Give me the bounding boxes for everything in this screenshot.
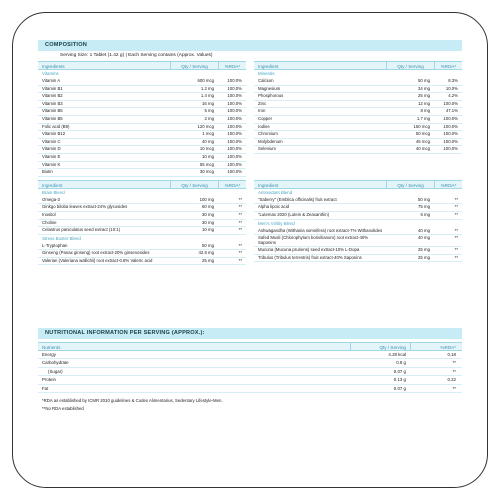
row-qty: 6 mg bbox=[420, 211, 430, 217]
table-row bbox=[254, 247, 462, 255]
table-row bbox=[38, 154, 246, 162]
row-qty: 0.07 g bbox=[393, 368, 406, 374]
table-row bbox=[38, 169, 246, 177]
vitamins-label: Vitamins bbox=[42, 71, 59, 76]
table-row bbox=[38, 351, 462, 359]
table-row bbox=[38, 108, 246, 116]
row-rda: 100.0% bbox=[227, 146, 242, 152]
row-name: Vitamin B5 bbox=[42, 108, 63, 114]
row-qty: 25 mg bbox=[202, 257, 214, 263]
row-name: Zinc bbox=[258, 100, 267, 106]
row-qty: 1.4 mg bbox=[200, 93, 214, 99]
row-qty: 75 mg bbox=[418, 204, 430, 210]
row-qty: 12 mg bbox=[418, 100, 430, 106]
row-name: Phosphorous bbox=[258, 93, 284, 99]
table-row bbox=[254, 204, 462, 212]
virility-blend-label: Men's Virility Blend bbox=[258, 220, 295, 226]
brain-stress-table bbox=[38, 180, 246, 266]
row-qty: 30 mg bbox=[202, 211, 214, 217]
row-rda: 100.0% bbox=[227, 85, 242, 91]
row-name: Omega-3 bbox=[42, 196, 60, 202]
row-name: Mucuna (Mucuna pruriens) seed extract-10% L-Dopa bbox=[258, 247, 360, 253]
row-rda: 8.3% bbox=[448, 78, 458, 83]
row-qty: 40 mg bbox=[418, 228, 430, 233]
table-row bbox=[38, 258, 246, 266]
row-qty: 30 mg bbox=[202, 219, 214, 225]
row-rda: 47.1% bbox=[445, 108, 458, 114]
col-rda: %RDA* bbox=[434, 181, 462, 188]
row-qty: 50 mg bbox=[418, 196, 430, 202]
row-qty: 10 mg bbox=[202, 227, 214, 233]
row-name: Vitamin K bbox=[42, 161, 61, 167]
row-name: Choline bbox=[42, 219, 57, 225]
col-ingredient: Ingredient bbox=[258, 64, 279, 69]
antioxidant-virility-table bbox=[254, 180, 462, 266]
row-qty: 10 mg bbox=[202, 153, 214, 159]
row-name: "Saberry" (Emblica officinalis) fruit extract bbox=[258, 196, 337, 202]
table-row bbox=[254, 228, 462, 235]
row-name: Calcium bbox=[258, 78, 274, 83]
row-rda: 100.0% bbox=[227, 78, 242, 83]
row-rda: ** bbox=[454, 247, 458, 253]
row-qty: 25 mg bbox=[418, 93, 430, 99]
table-header bbox=[38, 180, 246, 189]
table-row bbox=[38, 101, 246, 109]
table-row bbox=[38, 359, 462, 367]
table-row bbox=[38, 376, 462, 384]
row-qty: 60 mg bbox=[202, 204, 214, 210]
nutrition-title: NUTRITIONAL INFORMATION PER SERVING (APPROX.): bbox=[38, 328, 462, 339]
table-row bbox=[254, 131, 462, 139]
table-row bbox=[38, 131, 246, 139]
serving-info: Serving Size: 1 Tablet (1.42 g) | Each Serving contains (Approx. Values) bbox=[60, 53, 213, 58]
col-qty: Qty / Serving bbox=[350, 343, 410, 350]
row-name: Magnesium bbox=[258, 85, 281, 91]
row-rda: ** bbox=[452, 360, 456, 366]
row-name: Ashwagandha (Withania somnifera) root extract-7% Withanolides bbox=[258, 228, 383, 233]
row-rda: 100.0% bbox=[227, 93, 242, 99]
table-row bbox=[254, 101, 462, 109]
table-row bbox=[38, 124, 246, 132]
row-rda: ** bbox=[238, 204, 242, 210]
col-rda: %RDA* bbox=[434, 62, 462, 69]
table-row bbox=[38, 93, 246, 101]
row-rda: 100.0% bbox=[227, 100, 242, 106]
row-qty: 8 mg bbox=[420, 108, 430, 114]
composition-title: COMPOSITION bbox=[38, 40, 462, 51]
table-row bbox=[254, 146, 462, 154]
row-qty: 40 mg bbox=[202, 138, 214, 144]
row-rda: 10.0% bbox=[445, 85, 458, 91]
row-qty: 45 mcg bbox=[415, 138, 430, 144]
row-rda: ** bbox=[238, 227, 242, 233]
row-name: Ginseng (Panax ginseng) root extract-20% ginsenosides bbox=[42, 250, 150, 256]
row-name: Vitamin D bbox=[42, 146, 61, 152]
row-qty: 50 mcg bbox=[415, 131, 430, 137]
row-qty: 40 mg bbox=[418, 235, 430, 241]
nutrition-header bbox=[38, 342, 462, 351]
col-rda: %RDA* bbox=[218, 181, 246, 188]
row-rda: 100.0% bbox=[443, 138, 458, 144]
footnote-rda: *RDA as established by ICMR 2010 guidelines & Codex Alimentarius, Sedentary Lifestyle-Men. bbox=[42, 398, 223, 404]
table-row bbox=[38, 204, 246, 212]
row-name: Copper bbox=[258, 115, 273, 121]
table-row bbox=[38, 227, 246, 235]
col-rda: %RDA* bbox=[218, 62, 246, 69]
row-name: Iron bbox=[258, 108, 266, 114]
row-name: Safed Musli (Chlorophytum borivilianum) root extract-40% Saponins bbox=[258, 235, 369, 246]
col-qty: Qty / Serving bbox=[170, 62, 218, 69]
row-name: Vitamin C bbox=[42, 138, 61, 144]
minerals-table bbox=[254, 61, 462, 177]
table-row bbox=[254, 235, 462, 247]
row-rda: ** bbox=[238, 211, 242, 217]
row-name: Ginkgo biloba leaves extract-24% glycosides bbox=[42, 204, 128, 210]
row-rda: 0.18 bbox=[447, 352, 456, 357]
table-row bbox=[254, 255, 462, 263]
brain-blend-label: Brain Blend bbox=[42, 189, 65, 195]
row-rda: 100.0% bbox=[443, 123, 458, 129]
table-row bbox=[38, 86, 246, 94]
row-rda: ** bbox=[238, 219, 242, 225]
table-row bbox=[254, 139, 462, 147]
row-qty: 2 mg bbox=[204, 115, 214, 121]
row-rda: ** bbox=[238, 257, 242, 263]
row-qty: 55 mcg bbox=[199, 161, 214, 167]
table-header bbox=[254, 180, 462, 189]
row-qty: 4.28 kcal bbox=[388, 352, 406, 357]
table-row bbox=[254, 124, 462, 132]
footnote-no-rda: **No RDA established bbox=[42, 405, 84, 411]
row-rda: 100.0% bbox=[227, 131, 242, 137]
row-name: Valerian (Valeriana wallichii) root extract-0.8% Valeric acid bbox=[42, 257, 153, 263]
row-qty: 50 mg bbox=[418, 78, 430, 83]
row-rda: 100.0% bbox=[227, 115, 242, 121]
col-ingredient: Ingredient bbox=[258, 182, 279, 188]
row-rda: ** bbox=[454, 196, 458, 202]
row-rda: 4.2% bbox=[448, 93, 458, 99]
row-rda: ** bbox=[452, 368, 456, 374]
row-rda: ** bbox=[238, 250, 242, 256]
row-qty: 5 mg bbox=[204, 108, 214, 114]
row-qty: 1.7 mg bbox=[416, 115, 430, 121]
row-name: Chromium bbox=[258, 131, 278, 137]
row-name: Vitamin B1 bbox=[42, 85, 63, 91]
table-row bbox=[38, 212, 246, 220]
table-row bbox=[38, 250, 246, 258]
row-qty: 50 mg bbox=[202, 242, 214, 248]
row-qty: 0.13 g bbox=[393, 377, 406, 383]
row-rda: 100.0% bbox=[443, 146, 458, 152]
col-qty: Qty / Serving bbox=[386, 181, 434, 188]
table-row bbox=[38, 220, 246, 228]
table-row bbox=[38, 78, 246, 86]
row-qty: 16 mg bbox=[202, 100, 214, 106]
col-qty: Qty / Serving bbox=[170, 181, 218, 188]
row-rda: 100.0% bbox=[227, 138, 242, 144]
row-qty: 25 mg bbox=[418, 254, 430, 260]
composition-panel bbox=[38, 40, 462, 315]
row-name: Vitamin B2 bbox=[42, 93, 63, 99]
row-qty: 10 mcg bbox=[199, 146, 214, 152]
table-row bbox=[254, 93, 462, 101]
row-name: Inositol bbox=[42, 211, 56, 217]
row-name: Alpha lipoic acid bbox=[258, 204, 290, 210]
row-qty: 25 mg bbox=[418, 247, 430, 253]
row-qty: 30 mcg bbox=[199, 169, 214, 175]
row-name: Carbohydrate bbox=[42, 360, 69, 366]
col-nutrients: Nutrients bbox=[42, 345, 61, 350]
table-row bbox=[254, 108, 462, 116]
row-qty: 150 mcg bbox=[413, 123, 430, 129]
row-qty: 0.07 g bbox=[393, 385, 406, 391]
row-name: Vitamin E bbox=[42, 153, 61, 159]
row-name: Vitamin B6 bbox=[42, 115, 63, 121]
row-rda: 100.0% bbox=[443, 100, 458, 106]
row-rda: ** bbox=[454, 228, 458, 233]
row-name: Vitamin A bbox=[42, 78, 61, 83]
nutrition-rows bbox=[38, 351, 462, 393]
row-name: Celastrus paniculatus seed extract (10:1) bbox=[42, 227, 121, 233]
row-name: Tribulus (Tribulus terrestris) fruit extract-40% Saponins bbox=[258, 254, 362, 260]
stress-rows bbox=[38, 243, 246, 266]
row-rda: ** bbox=[238, 196, 242, 202]
row-rda: 100.0% bbox=[227, 169, 242, 175]
table-row bbox=[254, 116, 462, 124]
row-rda: ** bbox=[454, 254, 458, 260]
table-row bbox=[38, 385, 462, 393]
table-row bbox=[38, 243, 246, 251]
row-name: Folic acid (B9) bbox=[42, 123, 70, 129]
row-name: L-Tryptophan bbox=[42, 242, 68, 248]
vitamins-rows bbox=[38, 78, 246, 177]
nutrition-panel bbox=[38, 328, 462, 450]
minerals-label: Minerals bbox=[258, 71, 275, 76]
row-rda: ** bbox=[454, 204, 458, 210]
col-rda: %RDA* bbox=[410, 343, 462, 350]
row-qty: 42.5 mg bbox=[198, 250, 214, 256]
row-rda: 100.0% bbox=[227, 161, 242, 167]
row-name: Biotin bbox=[42, 169, 53, 175]
stress-blend-label: Stress Buster Blend bbox=[42, 235, 81, 241]
col-qty: Qty / Serving bbox=[386, 62, 434, 69]
row-qty: 34 mg bbox=[418, 85, 430, 91]
table-header bbox=[254, 61, 462, 70]
col-ingredient: Ingredients bbox=[42, 64, 65, 69]
row-rda: ** bbox=[454, 235, 458, 241]
row-qty: 120 mcg bbox=[197, 123, 214, 129]
row-name: Energy bbox=[42, 352, 56, 357]
virility-rows bbox=[254, 228, 462, 263]
row-qty: 40 mcg bbox=[415, 146, 430, 152]
col-ingredient: Ingredient bbox=[42, 182, 63, 188]
row-rda: ** bbox=[452, 385, 456, 391]
table-row bbox=[38, 197, 246, 205]
row-rda: ** bbox=[454, 211, 458, 217]
table-row bbox=[254, 212, 462, 220]
table-row bbox=[38, 368, 462, 376]
row-rda: 100.0% bbox=[443, 115, 458, 121]
row-name: Selenium bbox=[258, 146, 276, 152]
table-header bbox=[38, 61, 246, 70]
row-qty: 100 mg bbox=[199, 196, 214, 202]
row-rda: 100.0% bbox=[443, 131, 458, 137]
row-qty: 1 mcg bbox=[202, 131, 214, 137]
row-name: Molybdenum bbox=[258, 138, 283, 144]
row-rda: 100.0% bbox=[227, 153, 242, 159]
row-rda: 100.0% bbox=[227, 108, 242, 114]
table-row bbox=[38, 116, 246, 124]
row-name: (Sugar) bbox=[48, 368, 63, 374]
table-row bbox=[38, 146, 246, 154]
vitamins-minerals-section bbox=[38, 61, 462, 177]
table-row bbox=[254, 78, 462, 86]
row-rda: 100.0% bbox=[227, 123, 242, 129]
row-name: Fat bbox=[42, 385, 49, 391]
minerals-rows bbox=[254, 78, 462, 154]
row-qty: 600 mcg bbox=[197, 78, 214, 83]
row-name: Vitamin B12 bbox=[42, 131, 66, 137]
antioxidant-blend-label: Antioxidant Blend bbox=[258, 189, 293, 195]
row-name: Vitamin B3 bbox=[42, 100, 63, 106]
vitamins-table bbox=[38, 61, 246, 177]
row-rda: 0.22 bbox=[447, 377, 456, 383]
table-row bbox=[254, 86, 462, 94]
table-row bbox=[38, 162, 246, 170]
row-qty: 1.2 mg bbox=[200, 85, 214, 91]
row-name: Iodine bbox=[258, 123, 270, 129]
row-name: Protein bbox=[42, 377, 56, 383]
brain-rows bbox=[38, 197, 246, 235]
blends-section bbox=[38, 180, 462, 266]
table-row bbox=[254, 197, 462, 205]
row-rda: ** bbox=[238, 242, 242, 248]
row-name: "Lutemax 2020 (Lutein & Zeaxanthin) bbox=[258, 211, 330, 217]
row-qty: 0.8 g bbox=[396, 360, 406, 366]
antioxidant-rows bbox=[254, 197, 462, 220]
table-row bbox=[38, 139, 246, 147]
